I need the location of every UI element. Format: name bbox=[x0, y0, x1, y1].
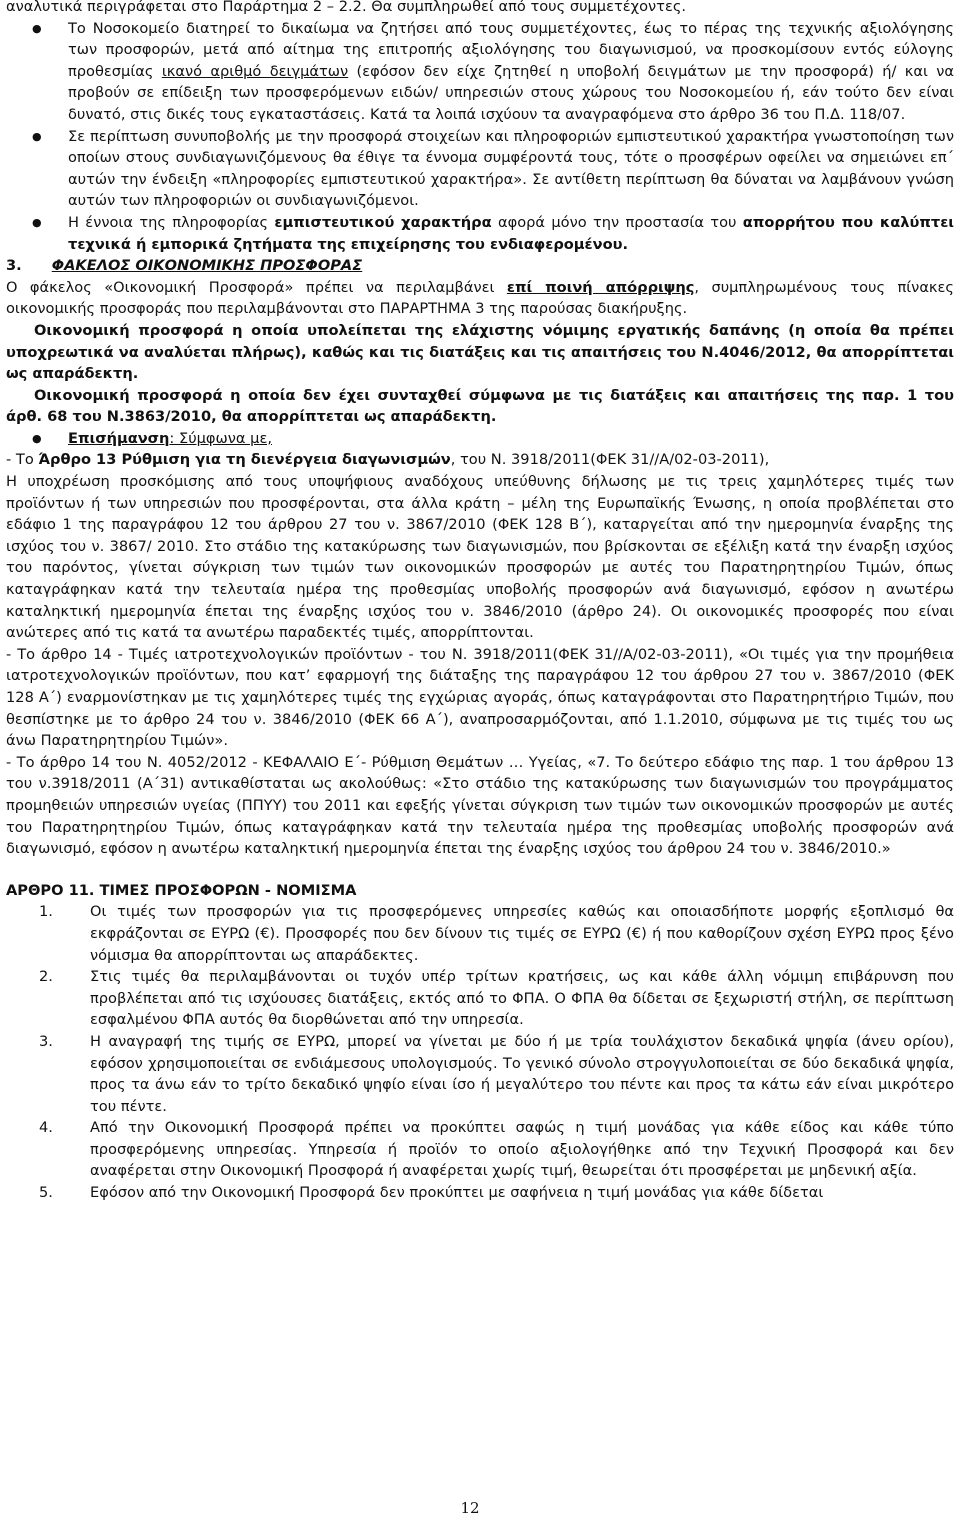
samples-link-text: ικανό αριθμό δειγμάτων bbox=[161, 62, 349, 80]
bullet-samples: ● Το Νοσοκομείο διατηρεί το δικαίωμα να ζητήσει από τους συμμετέχοντες, έως το πέρας της τεχνικής αξιολόγησης των προσφορών, μετά από αίτημα της επιτροπής αξιολόγησης του διαγωνισμού, να προσκομίσουν εντός εύλογης προθεσμίας ικανό αριθμό δειγμάτων (εφόσον δεν είχε ζητηθεί η υποβολή δειγμάτων με την προσφορά) ή/ και να προβούν σε επίδειξη των προσφερόμενων ειδών/ υπηρεσιών στους χώρους του Νοσοκομείου ή, εάν τούτο δεν είναι δυνατό, στις δικές τους εγκαταστάσεις. Κατά τα λοιπά ισχύουν τα αναγραφόμενα στο άρθρο 36 του Π.Δ. 118/07. bbox=[6, 18, 954, 126]
top-line: αναλυτικά περιγράφεται στο Παράρτημα 2 – 2.2. Θα συμπληρωθεί από τους συμμετέχοντες. bbox=[6, 0, 687, 15]
numbered-item-3: 3. Η αναγραφή της τιμής σε ΕΥΡΩ, μπορεί να γίνεται με δύο ή με τρία τουλάχιστον δεκαδικά ψηφία (άνευ ορίου), εφόσον χρησιμοποιείται σε ενδιάμεσους υπολογισμούς. Το γενικό σύνολο στρογγυλοποιείται σε δύο δεκαδικά ψηφία, προς τα άνω εάν το τρίτο δεκαδικό ψηφίο είναι ίσο ή μεγαλύτερο του πέντε και προς τα κάτω εάν είναι μικρότερο του πέντε. bbox=[39, 1032, 954, 1115]
bullet-confidential: ● Σε περίπτωση συνυποβολής με την προσφορά στοιχείων και πληροφοριών εμπιστευτικού χαρακτήρα γνωστοποίηση των οποίων στους συνδιαγωνιζόμενους θα έθιγε τα έννομα συμφέροντά τους, τότε ο προσφέρων οφείλει να σημειώνει επ΄ αυτών την ένδειξη «πληροφορίες εμπιστευτικού χαρακτήρα». Σε αντίθετη περίπτωση θα δύναται να λαμβάνουν γνώση αυτών των πληροφοριών οι συνδιαγωνιζόμενοι. bbox=[6, 126, 954, 212]
dash-article-13: - Το Άρθρο 13 Ρύθμιση για τη διενέργεια διαγωνισμών, του Ν. 3918/2011(ΦΕΚ 31//Α/02-03-2011), bbox=[6, 451, 770, 469]
numbered-item-2: 2. Στις τιμές θα περιλαμβάνονται οι τυχόν υπέρ τρίτων κρατήσεις, ως και κάθε άλλη νόμιμη επιβάρυνση που προβλέπεται από τις ισχύουσες διατάξεις, εκτός από το ΦΠΑ. Ο ΦΠΑ θα δίδεται σε ξεχωριστή στήλη, σε περίπτωση εσφαλμένου ΦΠΑ αυτός θα διορθώνεται από την υπηρεσία. bbox=[39, 968, 954, 1029]
document-body bbox=[6, 0, 954, 1204]
paragraph-envelope: Ο φάκελος «Οικονομική Προσφορά» πρέπει να περιλαμβάνει επί ποινή απόρριψης, συμπληρωμένους τους πίνακες οικονομικής προσφοράς που περιλαμβάνονται στο ΠΑΡΑΡΤΗΜΑ 3 της παρούσας διακήρυξης. bbox=[6, 278, 954, 318]
section-3-heading: 3. ΦΑΚΕΛΟΣ ΟΙΚΟΝΟΜΙΚΗΣ ΠΡΟΣΦΟΡΑΣ bbox=[6, 257, 363, 275]
numbered-item-4: 4. Από την Οικονομική Προσφορά πρέπει να προκύπτει σαφώς η τιμή μονάδας για κάθε είδος και κάθε τύπο προσφερόμενης υπηρεσίας. Υπηρεσία ή προϊόν το οποίο αξιολογήθηκε από την Τεχνική Προσφορά και δεν αναφέρεται στην Οικονομική Προσφορά ή αναφέρεται χωρίς τιμή, θεωρείται ότι προσφέρεται με μηδενική αξία. bbox=[39, 1119, 954, 1180]
bullet-note: ● Επισήμανση: Σύμφωνα με, bbox=[6, 428, 954, 450]
article-11-heading: ΑΡΘΡΟ 11. ΤΙΜΕΣ ΠΡΟΣΦΟΡΩΝ - ΝΟΜΙΣΜΑ bbox=[6, 881, 357, 899]
bullet-confidential-meaning: ● Η έννοια της πληροφορίας εμπιστευτικού χαρακτήρα αφορά μόνο την προστασία του απορρήτου που καλύπτει τεχνικά ή εμπορικά ζητήματα της επιχείρησης του ενδιαφερομένου. bbox=[6, 212, 954, 255]
page-number: 12 bbox=[460, 1499, 480, 1517]
paragraph-min-labor-cost: Οικονομική προσφορά η οποία υπολείπεται της ελάχιστης νόμιμης εργατικής δαπάνης (η οποία θα πρέπει υποχρεωτικά να αναλύεται πλήρως), καθώς και τις διατάξεις και τις απαιτήσεις του Ν.4046/2012, θα απορρίπτεται ως απαράδεκτη. bbox=[6, 321, 954, 383]
paragraph-declaration: Η υποχρέωση προσκόμισης από τους υποψήφιους αναδόχους υπεύθυνης δήλωσης με τις τρεις χαμηλότερες τιμές των προϊόντων ή των υπηρεσιών που προσφέρονται, στα άλλα κράτη – μέλη της Ευρωπαϊκής Ένωσης, η οποία προβλέπεται στο εδάφιο 1 της παραγράφου 12 του άρθρου 27 του ν. 3867/2010 (ΦΕΚ 128 Β΄), καταργείται από την ημερομηνία έναρξης της ισχύος του ν. 3867/ 2010. Στο στάδιο της κατακύρωσης των διαγωνισμών, που βρίσκονται σε εξέλιξη κατά την έναρξη ισχύος του παρόντος, γίνεται σύγκριση των τιμών των οικονομικών προσφορών με αυτές του Παρατηρητηρίου Τιμών, όπως καταγράφηκαν κατά την τελευταία ημέρα της προθεσμίας υποβολής προσφορών ανά διαγωνισμό, εφόσον η ανωτέρω καταληκτική ημερομηνία έπεται της έναρξης ισχύος του ν. 3846/2010 (άρθρο 24). Οι οικονομικές προσφορές που είναι ανώτερες από τις κατά τα ανωτέρω παραδεκτές τιμές, απορρίπτονται. bbox=[6, 473, 954, 642]
numbered-item-5: 5. Εφόσον από την Οικονομική Προσφορά δεν προκύπτει με σαφήνεια η τιμή μονάδας για κάθε δίδεται bbox=[39, 1184, 824, 1202]
dash-article-14: - Το άρθρο 14 - Τιμές ιατροτεχνολογικών προϊόντων - του Ν. 3918/2011(ΦΕΚ 31//Α/02-03-2011), «Οι τιμές για την προμήθεια ιατροτεχνολογικών προϊόντων, που κατ’ εφαρμογή της διάταξης της παραγράφου 12 του άρθρου 27 του ν. 3867/2010 (ΦΕΚ 128 Α΄) εναρμονίστηκαν με τις χαμηλότερες τιμές της εγχώριας αγοράς, όπως καταγράφονται στο Παρατηρητήριο Τιμών, που θεσπίστηκε με το άρθρο 24 του ν. 3846/2010 (ΦΕΚ 66 Α΄), αναπροσαρμόζονται, από 1.1.2010, σύμφωνα με τις τιμές του ως άνω Παρατηρητηρίου Τιμών». bbox=[6, 645, 954, 750]
numbered-item-1: 1. Οι τιμές των προσφορών για τις προσφερόμενες υπηρεσίες καθώς και οποιασδήποτε μορφής εξοπλισμό θα εκφράζονται σε ΕΥΡΩ (€). Προσφορές που δεν δίνουν τις τιμές σε ΕΥΡΩ (€) ή που καθορίζουν σχέση ΕΥΡΩ προς ξένο νόμισμα θα απορρίπτονται ως απαράδεκτες. bbox=[39, 903, 954, 964]
paragraph-article-68: Οικονομική προσφορά η οποία δεν έχει συνταχθεί σύμφωνα με τις διατάξεις και απαιτήσεις της παρ. 1 του άρθ. 68 του Ν.3863/2010, θα απορρίπτεται ως απαράδεκτη. bbox=[6, 386, 954, 426]
dash-article-14-4052: - Το άρθρο 14 του Ν. 4052/2012 - ΚΕΦΑΛΑΙΟ Ε΄- Ρύθμιση Θεμάτων … Υγείας, «7. Το δεύτερο εδάφιο της παρ. 1 του άρθρου 13 του ν.3918/2011 (Α΄31) αντικαθίσταται ως ακολούθως: «Στο στάδιο της κατακύρωσης των διαγωνισμών του προγράμματος προμηθειών υπηρεσιών υγείας (ΠΠΥΥ) του 2011 και εφεξής γίνεται σύγκριση των τιμών των οικονομικών προσφορών με αυτές του Παρατηρητηρίου Τιμών, όπως καταγράφηκαν κατά την τελευταία ημέρα της προθεσμίας υποβολής προσφορών ανά διαγωνισμό, εφόσον η ανωτέρω καταληκτική ημερομηνία έπεται της έναρξης ισχύος του άρθρου 24 του ν. 3846/2010.» bbox=[6, 753, 954, 858]
